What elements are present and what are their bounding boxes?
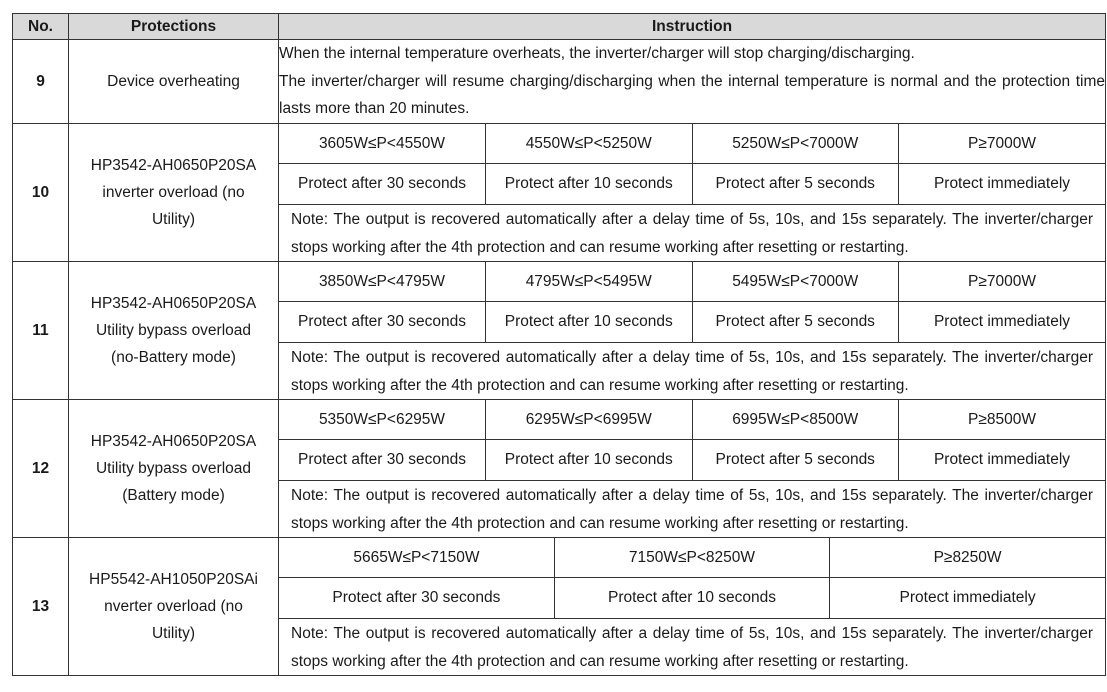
protect-action: Protect after 10 seconds (486, 164, 693, 205)
protect-action: Protect immediately (899, 440, 1106, 481)
power-range: P≥8250W (830, 538, 1105, 578)
header-instruction: Instruction (279, 14, 1106, 40)
power-range: P≥7000W (899, 262, 1106, 302)
protect-action: Protect after 30 seconds (279, 164, 486, 205)
protect-action: Protect after 5 seconds (692, 302, 899, 343)
protect-action-row (279, 440, 1105, 481)
instruction-cell (279, 400, 1106, 538)
note-row (279, 343, 1105, 400)
power-range: 5250W≤P<7000W (692, 124, 899, 164)
protect-action: Protect after 5 seconds (692, 164, 899, 205)
protection-name (69, 262, 279, 400)
protect-action-row (279, 302, 1105, 343)
power-range: 5350W≤P<6295W (279, 400, 486, 440)
threshold-table (279, 400, 1105, 537)
instruction-cell (279, 538, 1106, 676)
row-number: 9 (13, 40, 69, 124)
table-header-row (13, 14, 1106, 40)
note-text: Note: The output is recovered automatically after a delay time of 5s, 10s, and 15s separately. The inverter/charger stops working after the 4th protection and can resume working after resetting or restarting. (279, 205, 1105, 262)
protect-action: Protect immediately (830, 578, 1105, 619)
protection-line: HP3542-AH0650P20SA (90, 157, 257, 174)
protect-action: Protect after 30 seconds (279, 578, 554, 619)
power-range: 4550W≤P<5250W (486, 124, 693, 164)
protection-name (69, 400, 279, 538)
table-row (13, 538, 1106, 676)
protection-name: Device overheating (69, 40, 279, 124)
protect-action: Protect after 5 seconds (692, 440, 899, 481)
power-range: 3850W≤P<4795W (279, 262, 486, 302)
threshold-table (279, 538, 1105, 675)
header-protections: Protections (69, 14, 279, 40)
instruction-text (279, 40, 1106, 124)
power-range-row (279, 262, 1105, 302)
protect-action: Protect after 10 seconds (486, 440, 693, 481)
table-row (13, 400, 1106, 538)
protection-line: Utility bypass overload (95, 460, 252, 477)
table-row (13, 40, 1106, 124)
protect-action: Protect immediately (899, 164, 1106, 205)
protection-line: HP5542-AH1050P20SAi (89, 571, 258, 588)
protection-line: Utility bypass overload (95, 322, 252, 339)
protect-action: Protect after 30 seconds (279, 440, 486, 481)
row-number: 13 (13, 538, 69, 676)
note-text: Note: The output is recovered automatically after a delay time of 5s, 10s, and 15s separately. The inverter/charger stops working after the 4th protection and can resume working after resetting or restarting. (279, 619, 1105, 676)
power-range: 7150W≤P<8250W (554, 538, 829, 578)
row-number: 10 (13, 124, 69, 262)
instruction-cell (279, 262, 1106, 400)
threshold-table (279, 262, 1105, 399)
protect-action: Protect after 10 seconds (554, 578, 829, 619)
table-row (13, 262, 1106, 400)
row-number: 11 (13, 262, 69, 400)
protect-action: Protect immediately (899, 302, 1106, 343)
power-range-row (279, 124, 1105, 164)
instruction-cell (279, 124, 1106, 262)
power-range: 4795W≤P<5495W (486, 262, 693, 302)
power-range-row (279, 400, 1105, 440)
protect-action-row (279, 578, 1105, 619)
note-row (279, 619, 1105, 676)
protection-line: HP3542-AH0650P20SA (90, 433, 257, 450)
protections-table (12, 13, 1106, 676)
power-range: 3605W≤P<4550W (279, 124, 486, 164)
note-text: Note: The output is recovered automatically after a delay time of 5s, 10s, and 15s separately. The inverter/charger stops working after the 4th protection and can resume working after resetting or restarting. (279, 343, 1105, 400)
instruction-line: When the internal temperature overheats, the inverter/charger will stop charging/discharging. (279, 45, 915, 63)
protect-action-row (279, 164, 1105, 205)
power-range: 6995W≤P<8500W (692, 400, 899, 440)
threshold-table (279, 124, 1105, 261)
table-row (13, 124, 1106, 262)
note-text: Note: The output is recovered automatically after a delay time of 5s, 10s, and 15s separately. The inverter/charger stops working after the 4th protection and can resume working after resetting or restarting. (279, 481, 1105, 538)
header-no: No. (13, 14, 69, 40)
note-row (279, 205, 1105, 262)
protection-line: Utility) (151, 625, 196, 642)
protection-line: inverter overload (no (102, 184, 245, 201)
row-number: 12 (13, 400, 69, 538)
protection-line: nverter overload (no (104, 598, 243, 615)
power-range: 6295W≤P<6995W (486, 400, 693, 440)
instruction-line: The inverter/charger will resume charging/discharging when the internal temperature is normal and the protection time lasts more than 20 minutes. (279, 72, 1105, 118)
power-range: P≥7000W (899, 124, 1106, 164)
protection-line: (Battery mode) (122, 487, 225, 504)
power-range: 5665W≤P<7150W (279, 538, 554, 578)
power-range-row (279, 538, 1105, 578)
protection-line: HP3542-AH0650P20SA (90, 295, 257, 312)
protect-action: Protect after 10 seconds (486, 302, 693, 343)
protection-name (69, 124, 279, 262)
protect-action: Protect after 30 seconds (279, 302, 486, 343)
protection-line: Utility) (151, 211, 196, 228)
protection-name (69, 538, 279, 676)
power-range: 5495W≤P<7000W (692, 262, 899, 302)
protection-line: (no-Battery mode) (111, 349, 236, 366)
note-row (279, 481, 1105, 538)
power-range: P≥8500W (899, 400, 1106, 440)
